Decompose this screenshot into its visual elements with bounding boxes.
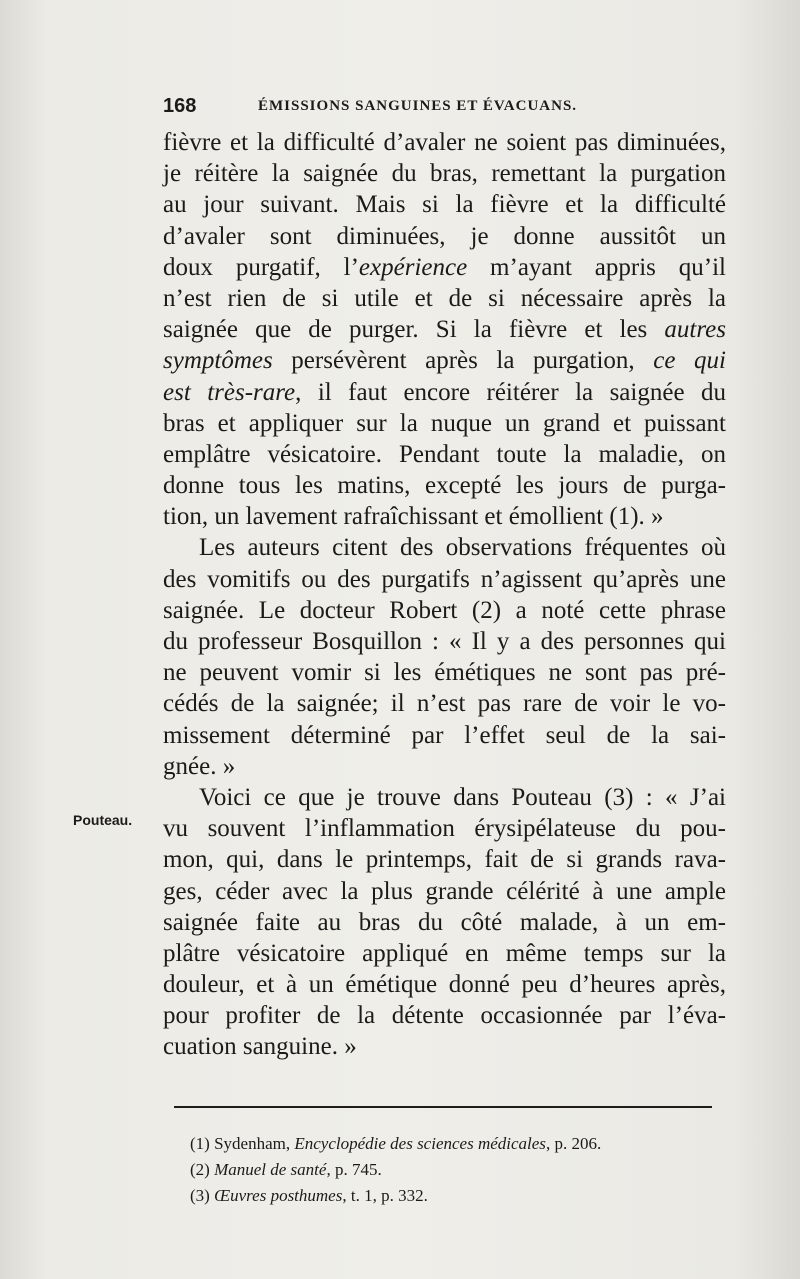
text-line: gnée. » [163,752,236,780]
text-line: tion, un lavement rafraîchissant et émollient (1). » [163,503,664,531]
page-number: 168 [163,95,197,117]
text-line: ne peuvent vomir si les émétiques ne sont pas pré- [163,659,726,687]
text-line: du professeur Bosquillon : « Il y a des personnes qui [163,628,726,655]
text-line: fièvre et la difficulté d’avaler ne soient pas diminuées, [163,129,726,156]
text-line: douleur, et à un émétique donné peu d’heures après, [163,971,726,999]
text-line: saignée faite au bras du côté malade, à un em- [163,908,726,936]
text-line: des vomitifs ou des purgatifs n’agissent qu’après une [163,565,726,593]
footnote-rule [174,1106,712,1108]
text-line: je réitère la saignée du bras, remettant la purgation [163,160,726,188]
text-line: bras et appliquer sur la nuque un grand et puissant [163,409,726,437]
text-line: vu souvent l’inflammation érysipélateuse du pou- [163,815,726,843]
text-line: n’est rien de si utile et de si nécessaire après la [163,284,726,312]
text-line: missement déterminé par l’effet seul de la sai- [163,721,726,749]
footnote: (1) Sydenham, Encyclopédie des sciences médicales, p. 206. [190,1134,602,1153]
text-line: doux purgatif, l’expérience m’ayant appris qu’il [163,253,726,281]
text-line: Les auteurs citent des observations fréquentes où [199,534,726,562]
footnote: (2) Manuel de santé, p. 745. [190,1160,382,1179]
text-line: symptômes persévèrent après la purgation, ce qui [163,347,726,375]
text-line: Voici ce que je trouve dans Pouteau (3) : « J’ai [199,783,726,811]
page-header [163,95,708,125]
text-line: mon, qui, dans le printemps, fait de si grands rava- [163,846,726,874]
running-head: ÉMISSIONS SANGUINES ET ÉVACUANS. [258,98,578,114]
footnotes [190,1131,720,1209]
text-line: pour profiter de la détente occasionnée par l’éva- [163,1002,726,1030]
footnote: (3) Œuvres posthumes, t. 1, p. 332. [190,1186,428,1205]
text-line: au jour suivant. Mais si la fièvre et la difficulté [163,191,726,219]
text-line: saignée. Le docteur Robert (2) a noté cette phrase [163,596,726,624]
text-line: emplâtre vésicatoire. Pendant toute la maladie, on [163,440,726,468]
text-line: ges, céder avec la plus grande célérité à une ample [163,877,726,905]
text-line: saignée que de purger. Si la fièvre et les autres [163,316,726,344]
text-line: cuation sanguine. » [163,1033,357,1061]
text-line: est très-rare, il faut encore réitérer la saignée du [163,378,726,406]
margin-note: Pouteau. [73,812,133,828]
text-line: d’avaler sont diminuées, je donne aussitôt un [163,222,726,250]
body-text [163,127,726,1063]
text-line: donne tous les matins, excepté les jours de purga- [163,472,726,500]
text-line: cédés de la saignée; il n’est pas rare de voir le vo- [163,690,726,718]
text-line: plâtre vésicatoire appliqué en même temps sur la [163,939,726,967]
